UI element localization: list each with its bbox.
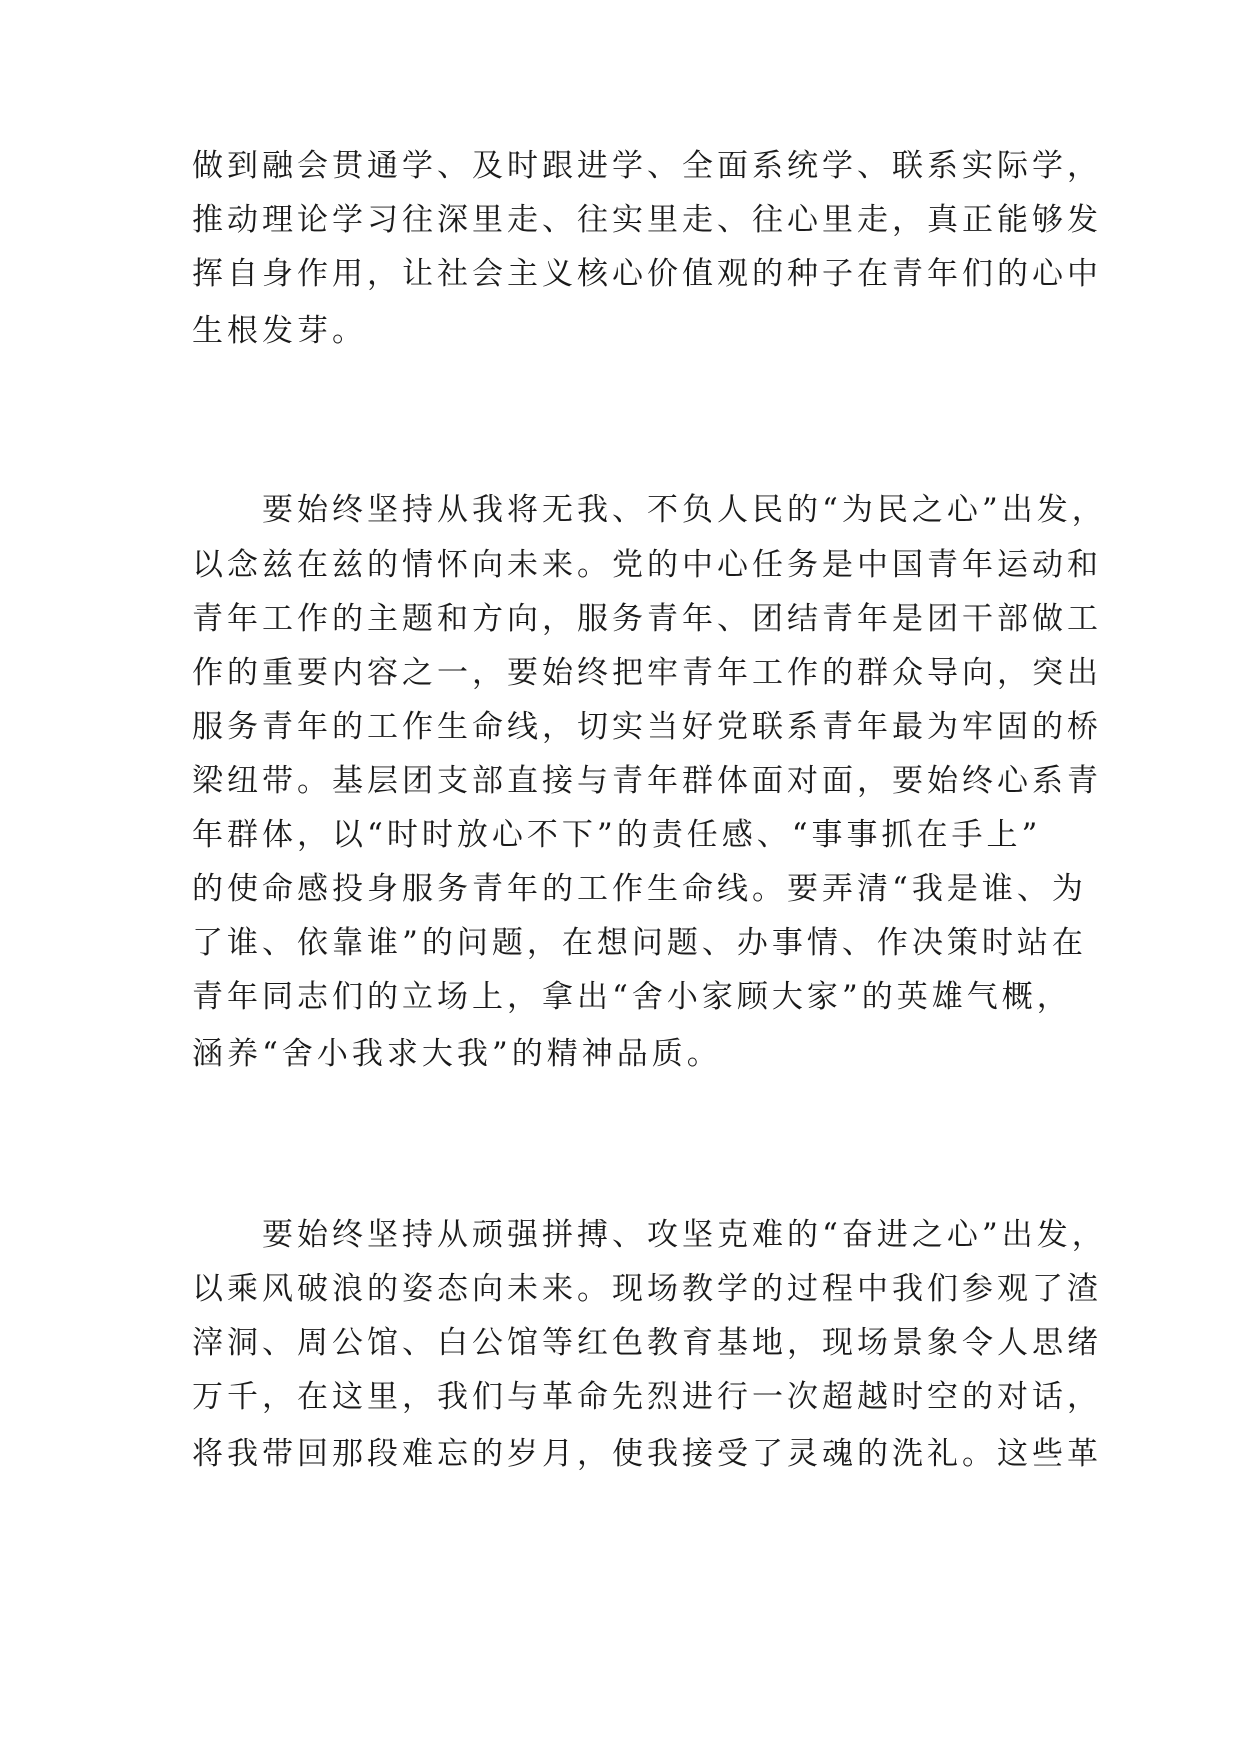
paragraph-3-line-2: 以乘风破浪的姿态向未来。现场教学的过程中我们参观了渣	[192, 1271, 1102, 1307]
paragraph-2-line-7: 年群体，以“时时放心不下”的责任感、“事事抓在手上”	[192, 817, 1042, 853]
paragraph-2-line-4: 作的重要内容之一，要始终把牢青年工作的群众导向，突出	[192, 655, 1102, 691]
paragraph-2-line-11: 涵养“舍小我求大我”的精神品质。	[192, 1036, 722, 1072]
paragraph-2-line-10: 青年同志们的立场上，拿出“舍小家顾大家”的英雄气概，	[192, 979, 1072, 1015]
paragraph-3-line-3: 滓洞、周公馆、白公馆等红色教育基地，现场景象令人思绪	[192, 1325, 1102, 1361]
paragraph-2-line-3: 青年工作的主题和方向，服务青年、团结青年是团干部做工	[192, 601, 1102, 637]
paragraph-1-line-3: 挥自身作用，让社会主义核心价值观的种子在青年们的心中	[192, 256, 1102, 292]
paragraph-1-line-1: 做到融会贯通学、及时跟进学、全面系统学、联系实际学，	[192, 148, 1102, 184]
paragraph-2-line-1: 要始终坚持从我将无我、不负人民的“为民之心”出发，	[262, 492, 1107, 528]
paragraph-1-line-4: 生根发芽。	[192, 313, 367, 349]
paragraph-2-line-6: 梁纽带。基层团支部直接与青年群体面对面，要始终心系青	[192, 763, 1102, 799]
paragraph-3-line-5: 将我带回那段难忘的岁月，使我接受了灵魂的洗礼。这些革	[192, 1436, 1102, 1472]
paragraph-2-line-8: 的使命感投身服务青年的工作生命线。要弄清“我是谁、为	[192, 871, 1087, 907]
paragraph-1-line-2: 推动理论学习往深里走、往实里走、往心里走，真正能够发	[192, 202, 1102, 238]
paragraph-2-line-2: 以念兹在兹的情怀向未来。党的中心任务是中国青年运动和	[192, 547, 1102, 583]
paragraph-3-line-4: 万千，在这里，我们与革命先烈进行一次超越时空的对话，	[192, 1379, 1102, 1415]
paragraph-2-line-9: 了谁、依靠谁”的问题，在想问题、办事情、作决策时站在	[192, 925, 1087, 961]
paragraph-3-line-1: 要始终坚持从顽强拼搏、攻坚克难的“奋进之心”出发，	[262, 1217, 1107, 1253]
paragraph-2-line-5: 服务青年的工作生命线，切实当好党联系青年最为牢固的桥	[192, 709, 1102, 745]
